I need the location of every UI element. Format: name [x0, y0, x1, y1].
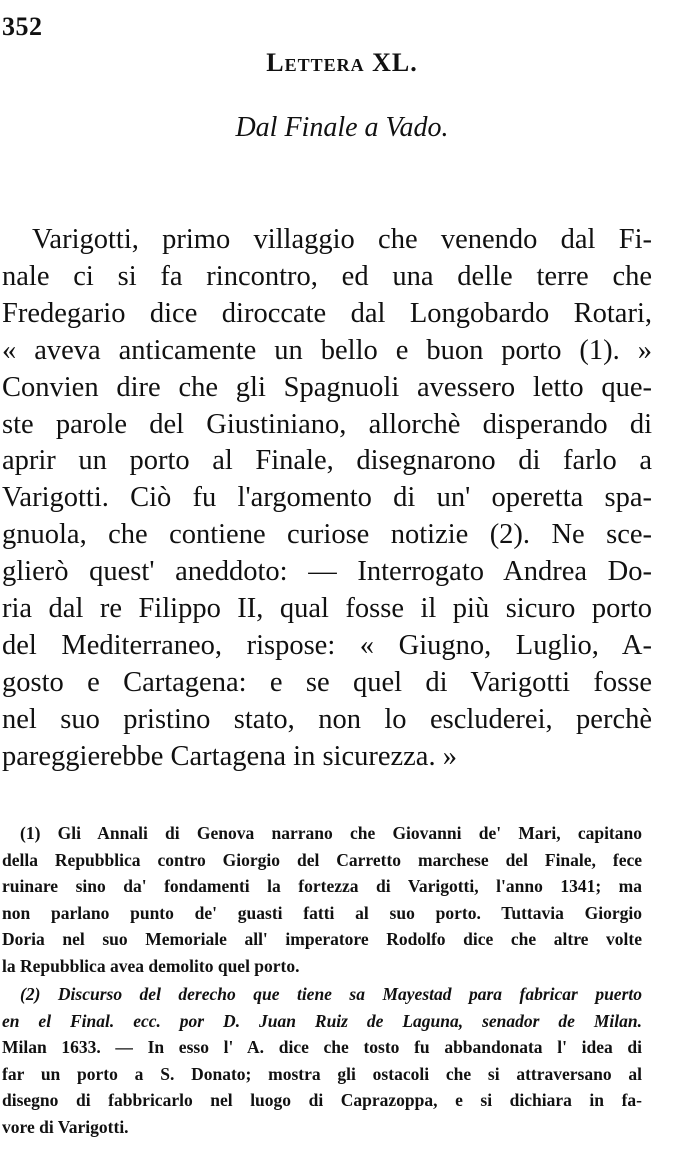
body-line: « aveva anticamente un bello e buon porto (1). » [2, 334, 652, 366]
footnote-line: en el Final. ecc. por D. Juan Ruiz de Laguna, senador de Milan. [2, 1010, 642, 1031]
body-line: nale ci si fa rincontro, ed una delle terre che [2, 260, 652, 292]
body-line: gosto e Cartagena: e se quel di Varigotti fosse [2, 666, 652, 698]
body-line: Varigotti. Ciò fu l'argomento di un' operetta spa- [2, 482, 652, 514]
body-text [2, 222, 652, 776]
body-line: del Mediterraneo, rispose: « Giugno, Luglio, A- [2, 629, 652, 661]
footnote-line: Doria nel suo Memoriale all' imperatore Rodolfo dice che altre volte [2, 929, 642, 949]
footnote-line: (2) Discurso del derecho que tiene sa Mayestad para fabricar puerto [20, 984, 642, 1004]
footnote-line: ruinare sino da' fondamenti la fortezza di Varigotti, l'anno 1341; ma [2, 876, 642, 896]
body-line: nel suo pristino stato, non lo escluderei, perchè [2, 703, 652, 735]
body-line: pareggierebbe Cartagena in sicurezza. » [2, 740, 457, 772]
body-line: glierò quest' aneddoto: — Interrogato Andrea Do- [2, 556, 652, 588]
footnote-line: Milan 1633. — In esso l' A. dice che tosto fu abbandonata l' idea di [2, 1037, 642, 1057]
letter-subtitle: Dal Finale a Vado. [235, 112, 449, 143]
body-line: Fredegario dice diroccate dal Longobardo Rotari, [2, 297, 652, 329]
footnote-line: disegno di fabbricarlo nel luogo di Caprazoppa, e si dichiara in fa- [2, 1090, 642, 1110]
body-line: ria dal re Filippo II, qual fosse il più sicuro porto [2, 593, 652, 625]
footnote-line: (1) Gli Annali di Genova narrano che Giovanni de' Mari, capitano [20, 823, 642, 843]
footnotes [2, 820, 642, 1142]
footnote [2, 981, 642, 1140]
footnote-line: la Repubblica avea demolito quel porto. [2, 955, 300, 976]
body-line: Convien dire che gli Spagnuoli avessero letto que- [2, 371, 652, 403]
body-line: ste parole del Giustiniano, allorchè disperando di [2, 408, 652, 440]
footnote-line: vore di Varigotti. [2, 1116, 129, 1137]
page-number: 352 [2, 12, 43, 41]
footnote [2, 820, 642, 979]
footnote-line: far un porto a S. Donato; mostra gli ostacoli che si attraversano al [2, 1063, 642, 1084]
footnote-line: non parlano punto de' guasti fatti al suo porto. Tuttavia Giorgio [2, 902, 642, 923]
letter-title: Lettera XL. [266, 48, 418, 77]
footnote-line: della Repubblica contro Giorgio del Carretto marchese del Finale, fece [2, 849, 642, 870]
body-line: gnuola, che contiene curiose notizie (2). Ne sce- [2, 519, 652, 551]
body-line: Varigotti, primo villaggio che venendo dal Fi- [32, 224, 652, 255]
body-line: aprir un porto al Finale, disegnarono di farlo a [2, 445, 652, 477]
